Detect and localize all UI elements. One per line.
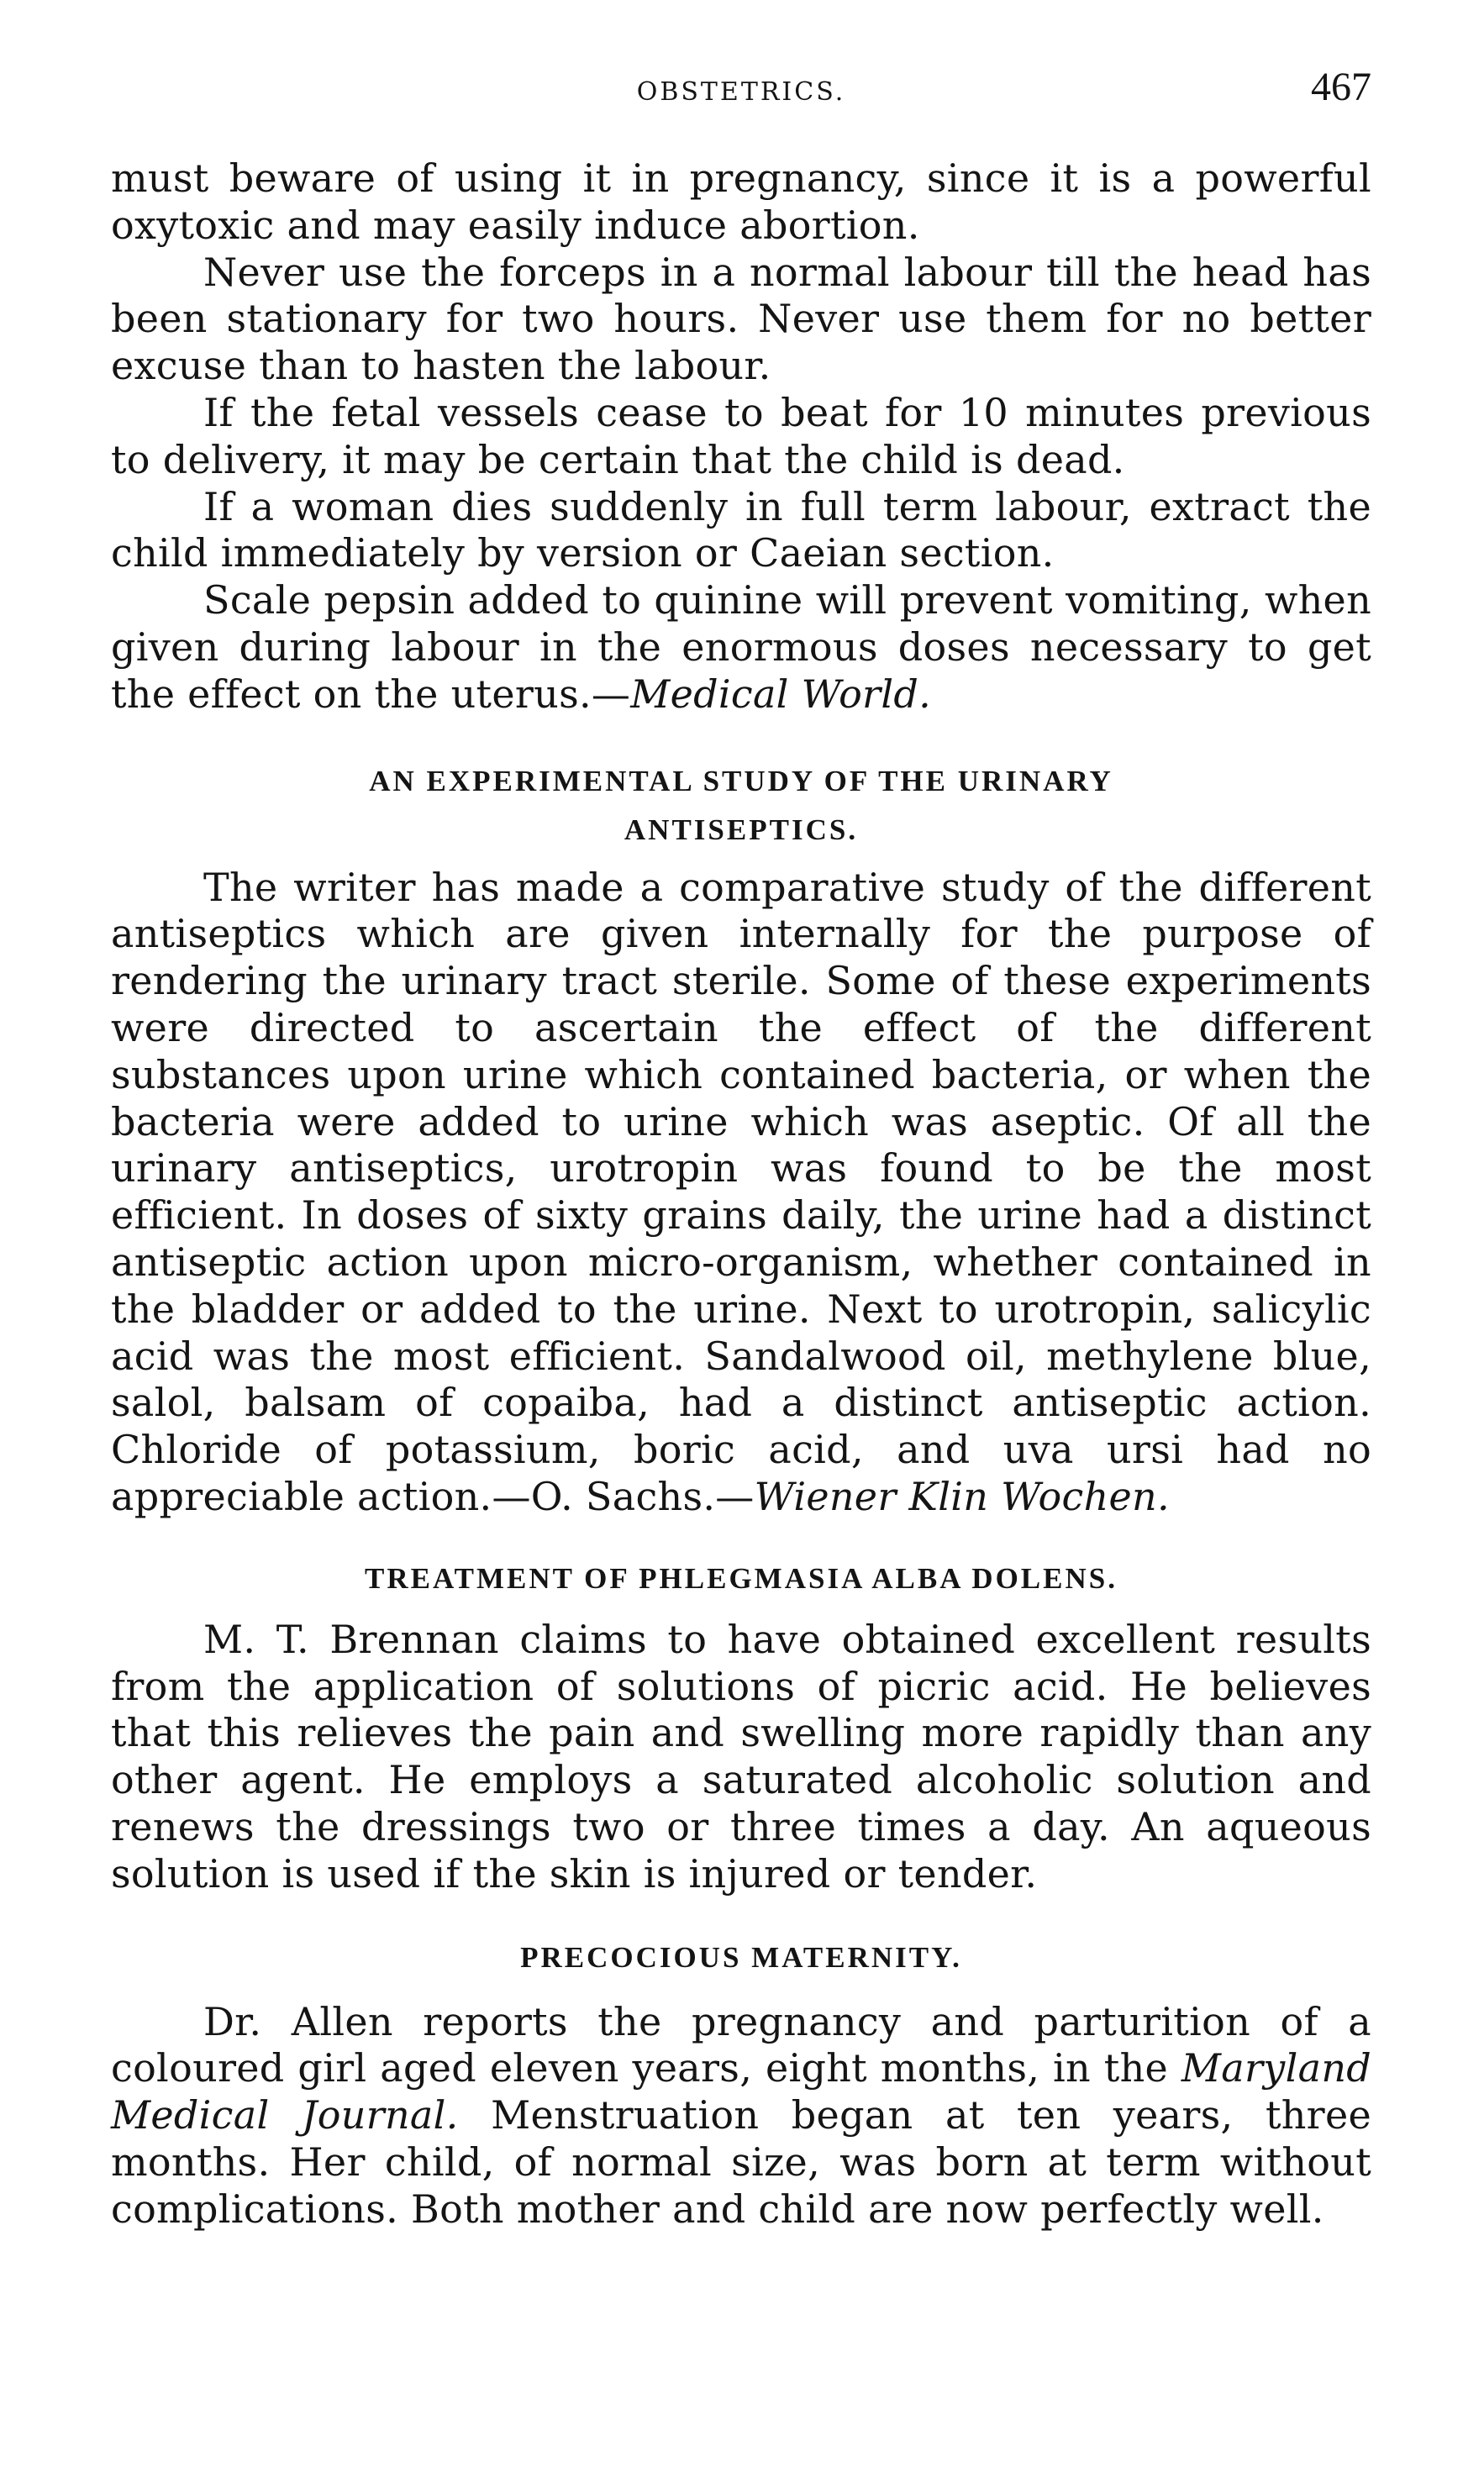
intro-section — [111, 155, 1371, 718]
body-text-before: Dr. Allen reports the pregnancy and parturition of a coloured girl aged eleven years, eight months, in the — [111, 1998, 1371, 2091]
section-source-citation: Wiener Klin Wochen. — [754, 1473, 1170, 1519]
section-heading-phlegmasia: TREATMENT OF PHLEGMASIA ALBA DOLENS. — [365, 1561, 1118, 1595]
intro-paragraph-4: If a woman dies suddenly in full term labour, extract the child immediately by version or Caeian section. — [111, 483, 1371, 576]
section-body-urinary-antiseptics — [111, 865, 1371, 1521]
journal-name: Maryland Medical Journal. — [111, 2045, 1371, 2138]
intro-source-citation: Medical World. — [630, 671, 932, 717]
intro-paragraph-5 — [111, 577, 1371, 718]
section-body-precocious-maternity — [111, 1999, 1371, 2233]
section-heading-urinary-antiseptics — [111, 757, 1371, 855]
intro-paragraph-2: Never use the forceps in a normal labour till the head has been stationary for two hours. Never use them for no better excuse than to hasten the labour. — [111, 249, 1371, 389]
running-title: OBSTETRICS. — [636, 77, 846, 107]
page-number: 467 — [1311, 65, 1371, 109]
intro-paragraph-5-text: Scale pepsin added to quinine will prevent vomiting, when given during labour in the enormous doses necessary to get the effect on the uterus.— — [111, 577, 1371, 717]
heading-line-1: AN EXPERIMENTAL STUDY OF THE URINARY — [369, 764, 1113, 797]
heading-line-2: ANTISEPTICS. — [624, 813, 859, 846]
body-text-after: Menstruation began at ten years, three months. Her child, of normal size, was born at term without complications. Both mother and child are now perfectly well. — [111, 2092, 1372, 2232]
intro-paragraph-1: must beware of using it in pregnancy, since it is a powerful oxytoxic and may easily induce abortion. — [111, 155, 1371, 248]
section-heading-precocious-maternity: PRECOCIOUS MATERNITY. — [520, 1940, 962, 1974]
running-head — [111, 0, 1371, 126]
intro-paragraph-3: If the fetal vessels cease to beat for 10 minutes previous to delivery, it may be certain that the child is dead. — [111, 389, 1371, 482]
book-page — [111, 0, 1371, 2233]
section-body-text: The writer has made a comparative study of the different antiseptics which are given internally for the purpose of rendering the urinary tract sterile. Some of these experiments were directed to ascertain the effect of the different substances upon urine which contained bacteria, or when the bacteria were added to urine which was aseptic. Of all the urinary antiseptics, urotropin was found to be the most efficient. In doses of sixty grains daily, the urine had a distinct antiseptic action upon micro-organism, whether contained in the bladder or added to the urine. Next to urotropin, salicylic acid was the most efficient. Sandalwood oil, methylene blue, salol, balsam of copaiba, had a distinct antiseptic action. Chloride of potassium, boric acid, and uva ursi had no appreciable action.—O. Sachs.— — [111, 864, 1371, 1519]
section-body-phlegmasia: M. T. Brennan claims to have obtained excellent results from the application of solutions of picric acid. He believes that this relieves the pain and swelling more rapidly than any other agent. He employs a saturated alcoholic solution and renews the dressings two or three times a day. An aqueous solution is used if the skin is injured or tender. — [111, 1616, 1371, 1896]
